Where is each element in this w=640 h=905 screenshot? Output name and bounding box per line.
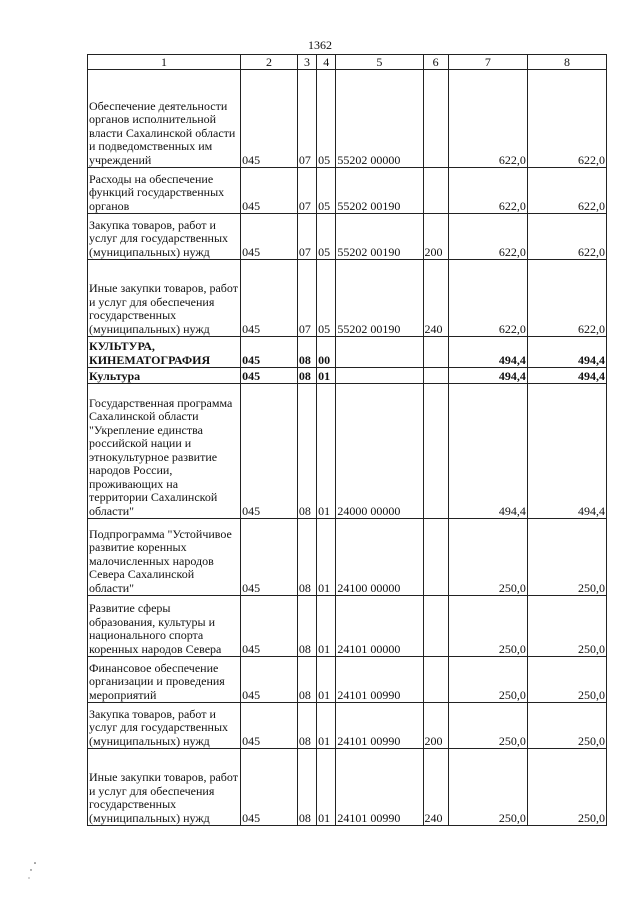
- expense-type-cell: 240: [423, 260, 448, 337]
- table-row: [88, 70, 607, 168]
- row-name-cell: КУЛЬТУРА, КИНЕМАТОГРАФИЯ: [88, 337, 241, 368]
- amount-cell: 622,0: [527, 168, 606, 214]
- row-name-cell: Закупка товаров, работ и услуг для государственных (муниципальных) нужд: [88, 214, 241, 260]
- expense-type-cell: [423, 519, 448, 596]
- subsection-cell: 01: [317, 749, 336, 826]
- ved-code-cell: 045: [241, 70, 298, 168]
- row-name-cell: Иные закупки товаров, работ и услуг для обеспечения государственных (муниципальных) нужд: [88, 749, 241, 826]
- amount-cell: 250,0: [448, 657, 527, 703]
- target-article-cell: 24000 00000: [336, 384, 423, 519]
- subsection-cell: 00: [317, 337, 336, 368]
- expense-type-cell: [423, 337, 448, 368]
- subsection-cell: 05: [317, 168, 336, 214]
- amount-cell: 250,0: [527, 749, 606, 826]
- ved-code-cell: 045: [241, 749, 298, 826]
- amount-cell: 494,4: [448, 368, 527, 384]
- table-row: [88, 168, 607, 214]
- section-cell: 08: [297, 657, 316, 703]
- subsection-cell: 01: [317, 596, 336, 657]
- ved-code-cell: 045: [241, 384, 298, 519]
- section-cell: 08: [297, 596, 316, 657]
- ved-code-cell: 045: [241, 519, 298, 596]
- column-header: 4: [317, 55, 336, 70]
- expense-type-cell: [423, 70, 448, 168]
- row-name-cell: Развитие сферы образования, культуры и национального спорта коренных народов Севера: [88, 596, 241, 657]
- amount-cell: 622,0: [448, 214, 527, 260]
- amount-cell: 622,0: [527, 260, 606, 337]
- amount-cell: 250,0: [448, 703, 527, 749]
- row-name-cell: Подпрограмма "Устойчивое развитие коренных малочисленных народов Севера Сахалинской области": [88, 519, 241, 596]
- subsection-cell: 01: [317, 703, 336, 749]
- table-row: [88, 703, 607, 749]
- table-row: [88, 519, 607, 596]
- target-article-cell: 55202 00000: [336, 70, 423, 168]
- table-row: [88, 384, 607, 519]
- header-row: [88, 55, 607, 70]
- section-cell: 07: [297, 168, 316, 214]
- amount-cell: 494,4: [527, 384, 606, 519]
- section-cell: 08: [297, 384, 316, 519]
- table-row: [88, 596, 607, 657]
- amount-cell: 622,0: [448, 168, 527, 214]
- ved-code-cell: 045: [241, 168, 298, 214]
- ved-code-cell: 045: [241, 657, 298, 703]
- target-article-cell: 24101 00990: [336, 657, 423, 703]
- amount-cell: 250,0: [448, 749, 527, 826]
- amount-cell: 622,0: [527, 70, 606, 168]
- budget-table: [87, 54, 607, 826]
- row-name-cell: Культура: [88, 368, 241, 384]
- subsection-cell: 01: [317, 657, 336, 703]
- column-header: 5: [336, 55, 423, 70]
- table-row: [88, 260, 607, 337]
- target-article-cell: 55202 00190: [336, 168, 423, 214]
- target-article-cell: [336, 337, 423, 368]
- subsection-cell: 01: [317, 519, 336, 596]
- page-number: 1362: [308, 38, 332, 52]
- target-article-cell: 24101 00990: [336, 749, 423, 826]
- column-header: 8: [527, 55, 606, 70]
- row-name-cell: Финансовое обеспечение организации и проведения мероприятий: [88, 657, 241, 703]
- subsection-cell: 05: [317, 260, 336, 337]
- expense-type-cell: [423, 657, 448, 703]
- amount-cell: 622,0: [448, 260, 527, 337]
- table-row: [88, 337, 607, 368]
- ved-code-cell: 045: [241, 337, 298, 368]
- section-cell: 08: [297, 519, 316, 596]
- column-header: 7: [448, 55, 527, 70]
- ved-code-cell: 045: [241, 214, 298, 260]
- table-row: [88, 368, 607, 384]
- column-header: 2: [241, 55, 298, 70]
- row-name-cell: Обеспечение деятельности органов исполнительной власти Сахалинской области и подведомственных им учреждений: [88, 70, 241, 168]
- target-article-cell: 55202 00190: [336, 214, 423, 260]
- section-cell: 08: [297, 703, 316, 749]
- amount-cell: 250,0: [527, 596, 606, 657]
- section-cell: 08: [297, 337, 316, 368]
- table-row: [88, 749, 607, 826]
- column-header: 1: [88, 55, 241, 70]
- amount-cell: 250,0: [527, 657, 606, 703]
- target-article-cell: 55202 00190: [336, 260, 423, 337]
- expense-type-cell: 240: [423, 749, 448, 826]
- amount-cell: 622,0: [448, 70, 527, 168]
- amount-cell: 250,0: [527, 519, 606, 596]
- ved-code-cell: 045: [241, 260, 298, 337]
- amount-cell: 250,0: [448, 596, 527, 657]
- expense-type-cell: [423, 168, 448, 214]
- amount-cell: 494,4: [527, 337, 606, 368]
- target-article-cell: [336, 368, 423, 384]
- ved-code-cell: 045: [241, 703, 298, 749]
- row-name-cell: Иные закупки товаров, работ и услуг для обеспечения государственных (муниципальных) нужд: [88, 260, 241, 337]
- expense-type-cell: [423, 596, 448, 657]
- section-cell: 07: [297, 260, 316, 337]
- subsection-cell: 05: [317, 214, 336, 260]
- section-cell: 08: [297, 368, 316, 384]
- row-name-cell: Расходы на обеспечение функций государственных органов: [88, 168, 241, 214]
- ved-code-cell: 045: [241, 368, 298, 384]
- target-article-cell: 24101 00990: [336, 703, 423, 749]
- section-cell: 07: [297, 70, 316, 168]
- table-row: [88, 657, 607, 703]
- row-name-cell: Закупка товаров, работ и услуг для государственных (муниципальных) нужд: [88, 703, 241, 749]
- amount-cell: 250,0: [448, 519, 527, 596]
- section-cell: 07: [297, 214, 316, 260]
- ved-code-cell: 045: [241, 596, 298, 657]
- row-name-cell: Государственная программа Сахалинской области "Укрепление единства российской нации и этнокультурное развитие народов России, проживающих на территории Сахалинской области": [88, 384, 241, 519]
- target-article-cell: 24100 00000: [336, 519, 423, 596]
- column-header: 6: [423, 55, 448, 70]
- amount-cell: 494,4: [448, 337, 527, 368]
- expense-type-cell: [423, 368, 448, 384]
- target-article-cell: 24101 00000: [336, 596, 423, 657]
- amount-cell: 622,0: [527, 214, 606, 260]
- scan-speck-mark: [26, 860, 40, 884]
- amount-cell: 494,4: [527, 368, 606, 384]
- amount-cell: 494,4: [448, 384, 527, 519]
- expense-type-cell: 200: [423, 703, 448, 749]
- expense-type-cell: 200: [423, 214, 448, 260]
- table-row: [88, 214, 607, 260]
- subsection-cell: 01: [317, 368, 336, 384]
- column-header: 3: [297, 55, 316, 70]
- expense-type-cell: [423, 384, 448, 519]
- amount-cell: 250,0: [527, 703, 606, 749]
- subsection-cell: 01: [317, 384, 336, 519]
- subsection-cell: 05: [317, 70, 336, 168]
- section-cell: 08: [297, 749, 316, 826]
